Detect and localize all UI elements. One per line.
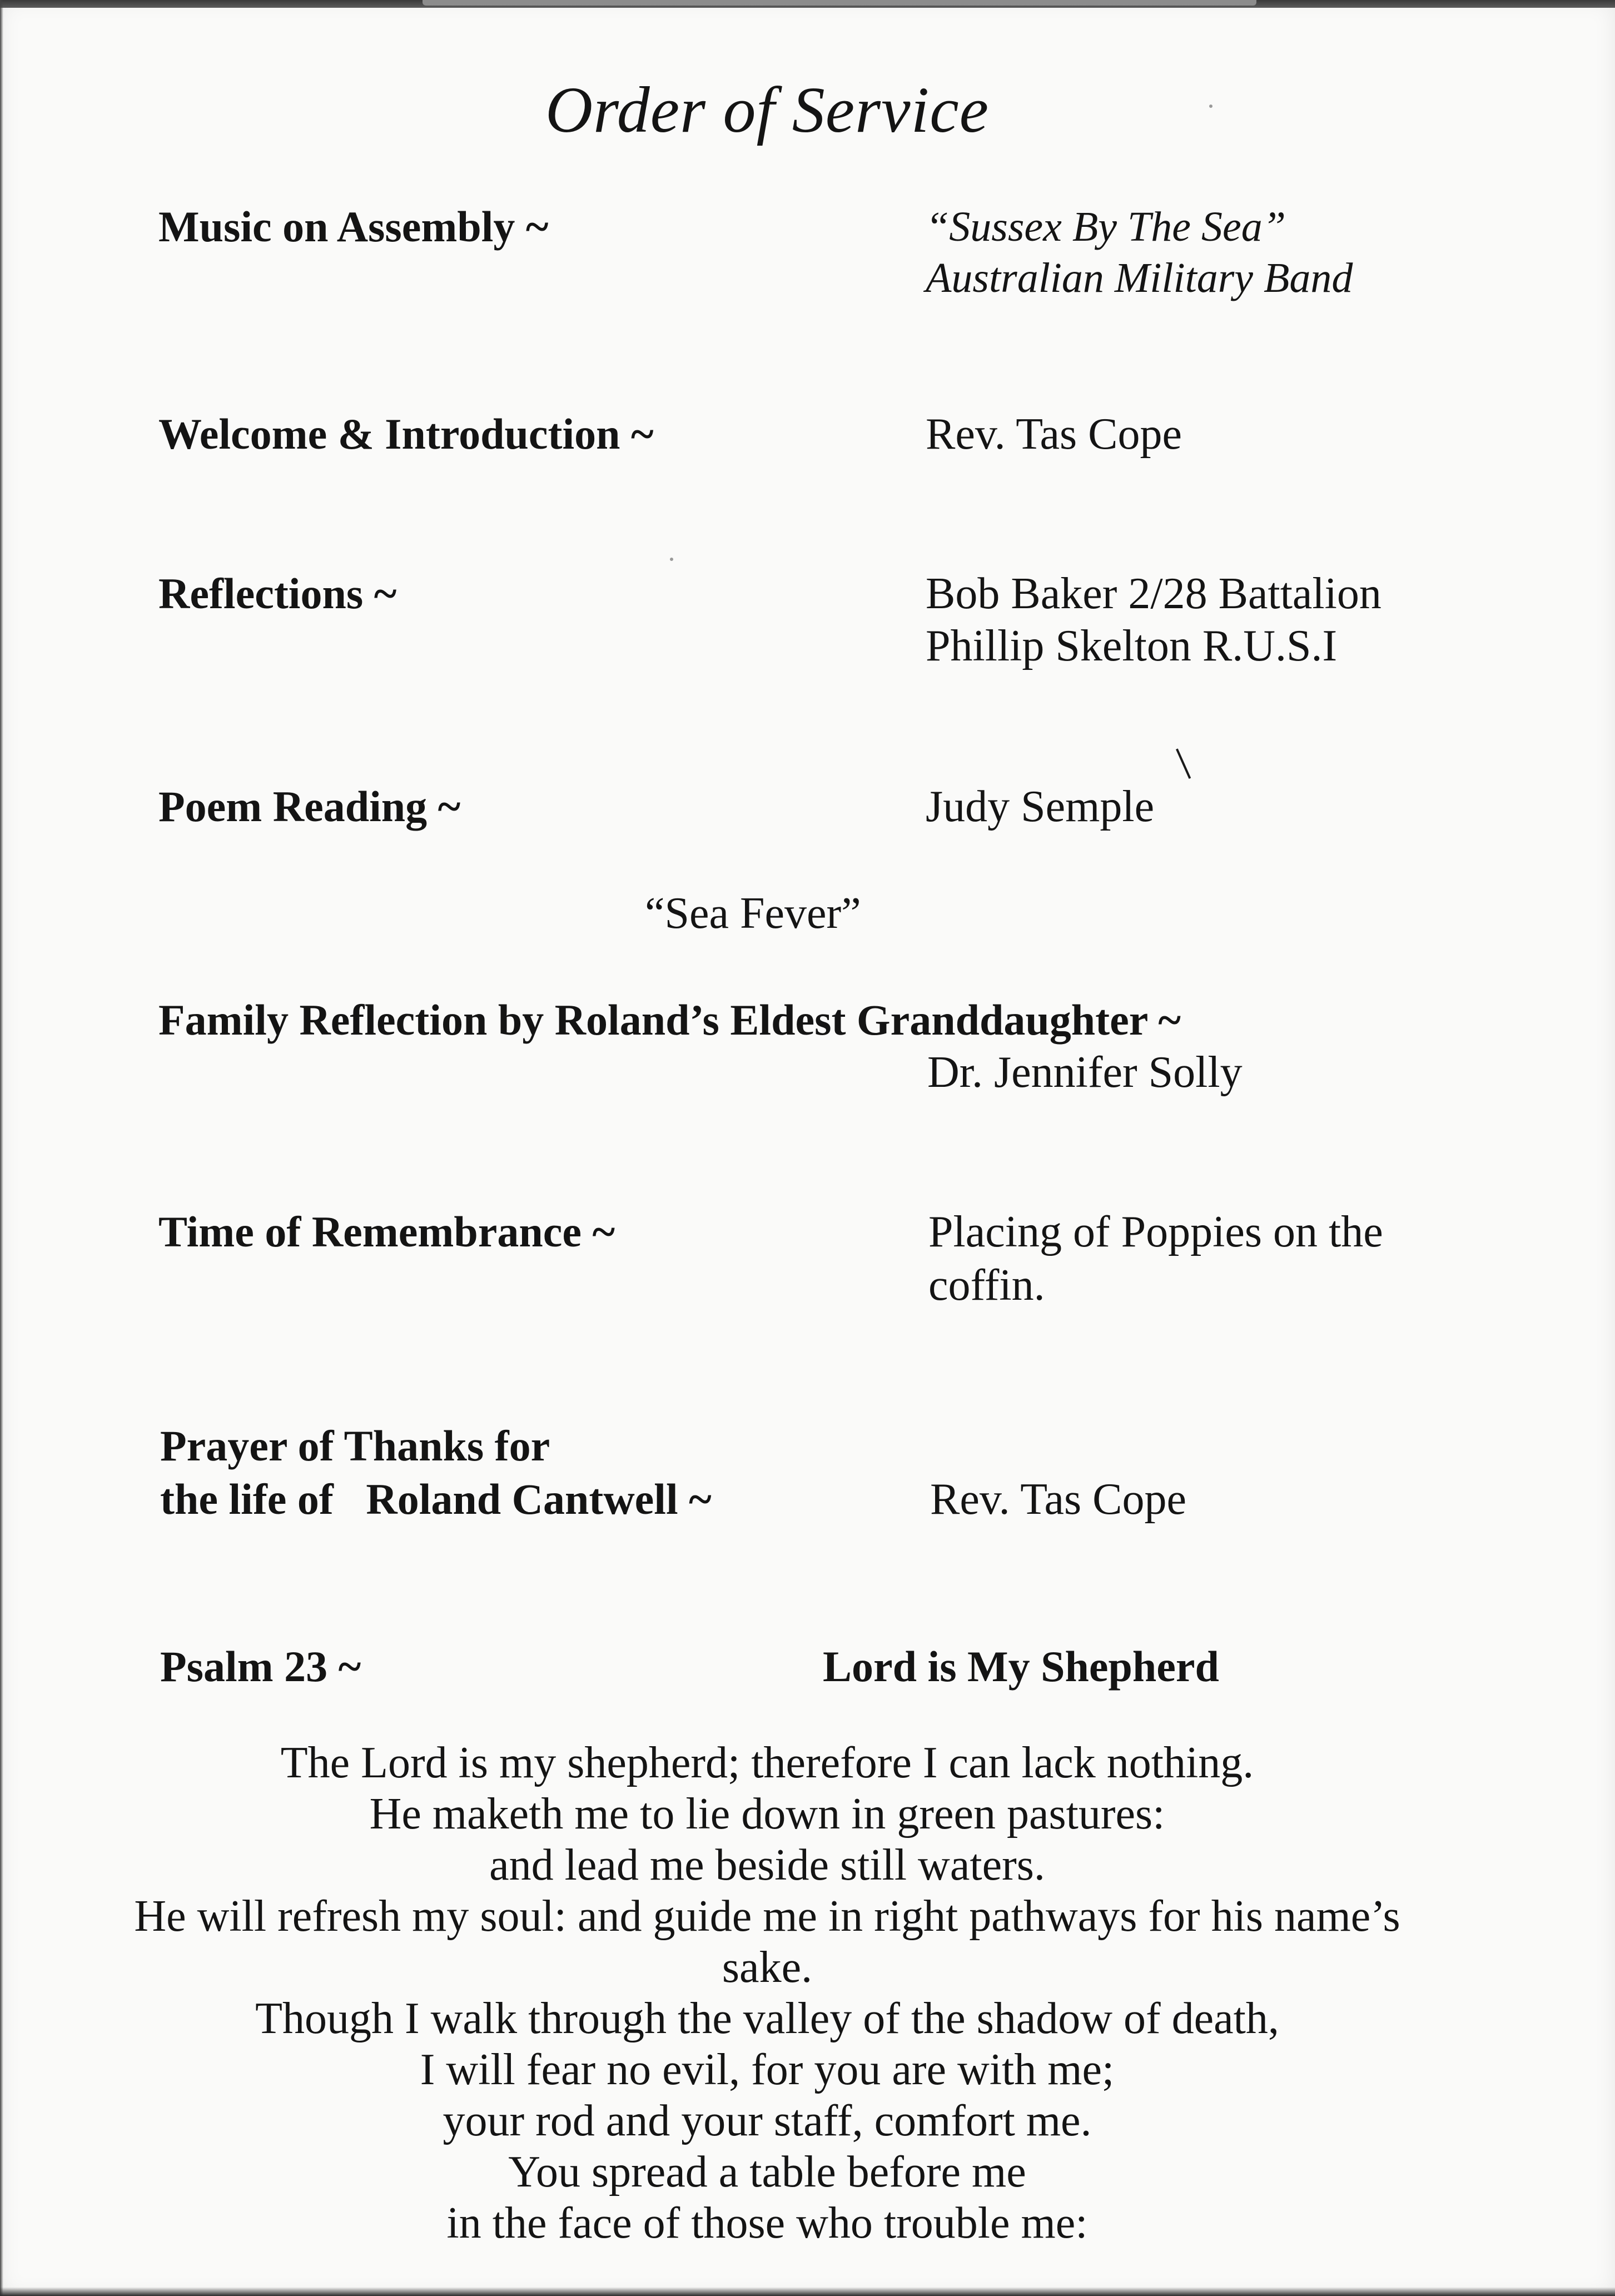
psalm-line: I will fear no evil, for you are with me; xyxy=(420,2045,1115,2094)
page-bottom-shadow xyxy=(0,2287,1615,2296)
family-reflection-speaker: Dr. Jennifer Solly xyxy=(927,1048,1243,1097)
poem-title: “Sea Fever” xyxy=(645,889,861,938)
psalm-line: sake. xyxy=(722,1943,813,1992)
music-performer: Australian Military Band xyxy=(926,255,1353,301)
psalm-line: and lead me beside still waters. xyxy=(489,1841,1045,1890)
prayer-officiant: Rev. Tas Cope xyxy=(930,1475,1187,1524)
page-left-shadow xyxy=(0,0,3,2296)
paper-speck xyxy=(670,558,673,561)
psalm-line: your rod and your staff, comfort me. xyxy=(443,2096,1092,2145)
poem-label: Poem Reading ~ xyxy=(158,782,461,831)
pen-mark xyxy=(1176,748,1191,779)
reflections-label: Reflections ~ xyxy=(158,569,397,618)
psalm-label: Psalm 23 ~ xyxy=(160,1642,361,1691)
welcome-officiant: Rev. Tas Cope xyxy=(926,410,1182,459)
music-title: “Sussex By The Sea” xyxy=(926,203,1286,250)
family-reflection-label: Family Reflection by Roland’s Eldest Granddaughter ~ xyxy=(158,996,1181,1044)
psalm-line: He maketh me to lie down in green pastures: xyxy=(369,1790,1165,1838)
reflections-speaker-2: Phillip Skelton R.U.S.I xyxy=(926,622,1338,670)
psalm-line: in the face of those who trouble me: xyxy=(446,2199,1088,2248)
prayer-label-1: Prayer of Thanks for xyxy=(160,1422,550,1470)
welcome-label: Welcome & Introduction ~ xyxy=(158,410,654,458)
page-top-highlight xyxy=(423,0,1256,6)
psalm-line: You spread a table before me xyxy=(508,2148,1026,2196)
prayer-label-2: the life of Roland Cantwell ~ xyxy=(160,1475,712,1523)
remembrance-detail-1: Placing of Poppies on the xyxy=(928,1207,1383,1256)
page-title: Order of Service xyxy=(545,73,990,146)
psalm-line: The Lord is my shepherd; therefore I can lack nothing. xyxy=(280,1738,1254,1787)
music-label: Music on Assembly ~ xyxy=(158,202,549,251)
psalm-line: Though I walk through the valley of the shadow of death, xyxy=(255,1994,1279,2043)
psalm-line: He will refresh my soul: and guide me in right pathways for his name’s xyxy=(134,1892,1400,1941)
psalm-heading: Lord is My Shepherd xyxy=(823,1642,1219,1691)
remembrance-label: Time of Remembrance ~ xyxy=(158,1207,615,1256)
psalm-text xyxy=(95,1737,1440,2249)
paper-speck xyxy=(1209,105,1213,108)
poem-reader: Judy Semple xyxy=(926,782,1155,831)
reflections-speaker-1: Bob Baker 2/28 Battalion xyxy=(926,569,1382,618)
remembrance-detail-2: coffin. xyxy=(928,1261,1045,1310)
